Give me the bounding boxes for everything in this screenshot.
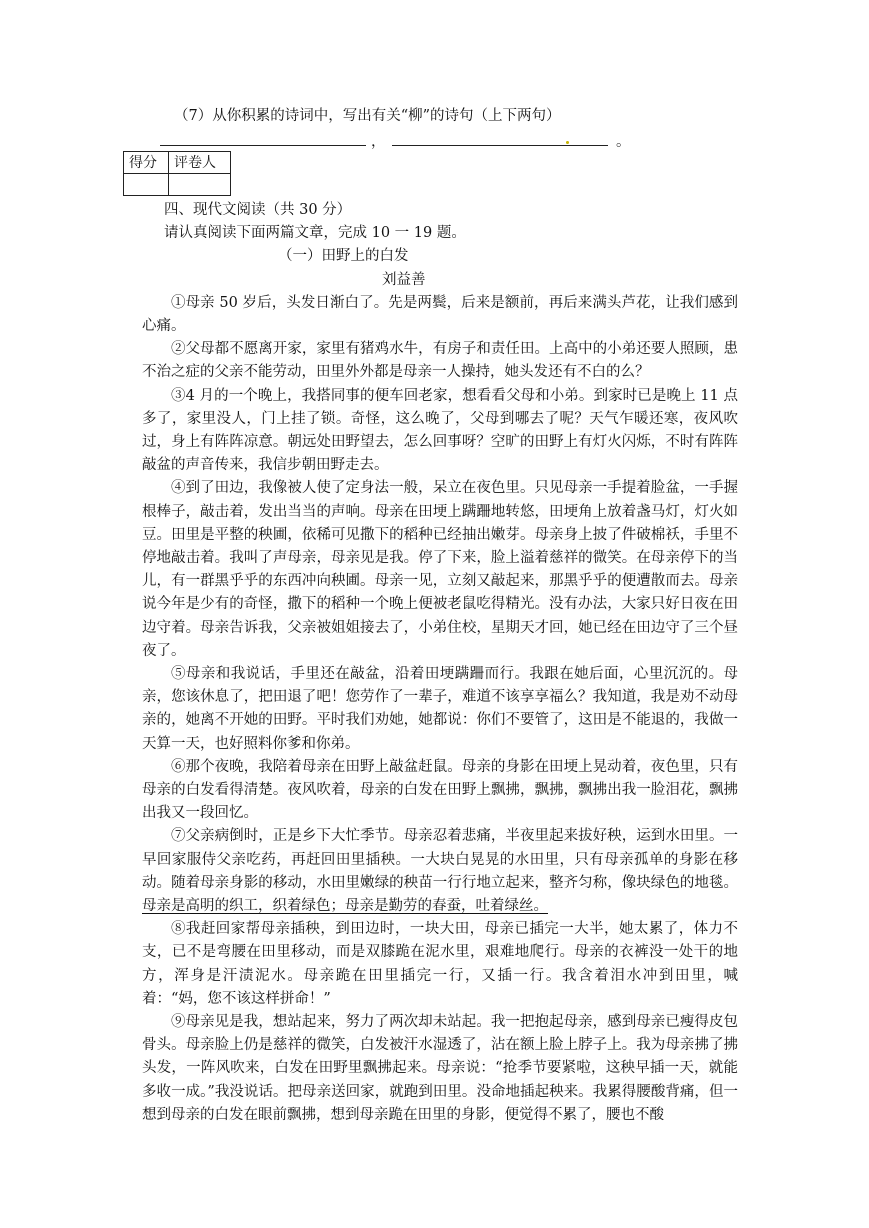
question-7: （7）从你积累的诗词中，写出有关“柳”的诗句（上下两句） <box>174 108 561 124</box>
paragraph-1: ①母亲 50 岁后，头发日渐白了。先是两鬓，后来是额前，再后来满头芦花，让我们感到心痛。 <box>142 294 738 334</box>
paragraph-6: ⑥那个夜晚，我陪着母亲在田野上敲盆赶鼠。母亲的身影在田埂上晃动着，夜色里，只有母亲的白发看得清楚。夜风吹着，母亲的白发在田野上飘拂，飘拂，飘拂出我一脸泪花，飘拂出我又一段回忆。 <box>142 758 738 822</box>
grader-cell[interactable] <box>169 174 231 196</box>
article-title: （一）田野上的白发 <box>278 248 409 265</box>
article-author: 刘益善 <box>382 271 426 288</box>
answer-blank-1[interactable] <box>160 145 366 146</box>
paragraph-8: ⑧我赶回家帮母亲插秧，到田边时，一块大田，母亲已插完一大半，她太累了，体力不支，已不是弯腰在田里移动，而是双膝跪在泥水里，艰难地爬行。母亲的衣裤没一处干的地方，浑身是汗渍泥水。母亲跪在田里插完一行，又插一行。我含着泪水冲到田里，喊着：“妈，您不该这样拼命！” <box>142 921 738 1007</box>
score-header: 得分 <box>124 152 169 174</box>
paragraph-9: ⑨母亲见是我，想站起来，努力了两次却未站起。我一把抱起母亲，感到母亲已瘦得皮包骨头。母亲脸上仍是慈祥的微笑，白发被汗水湿透了，沾在额上脸上脖子上。我为母亲拂了拂头发，一阵风吹来，白发在田野里飘拂起来。母亲说：“抢季节要紧啦，这秧早插一天，就能多收一成。”我没说话。把母亲送回家，就跑到田里。没命地插起秧来。我累得腰酸背痛，但一想到母亲的白发在眼前飘拂，想到母亲跪在田里的身影，便觉得不累了，腰也不酸 <box>142 1014 738 1123</box>
speck-mark <box>566 141 569 144</box>
paragraph-4: ④到了田边，我像被人使了定身法一般，呆立在夜色里。只见母亲一手提着脸盆，一手握根棒子，敲击着，发出当当的声响。母亲在田埂上蹒跚地转悠，田埂角上放着盏马灯，灯火如豆。田里是平整的秧圃，依稀可见撒下的稻种已经抽出嫩芽。母亲身上披了件破棉袄，手里不停地敲击着。我叫了声母亲，母亲见是我。停了下来，脸上溢着慈祥的微笑。在母亲停下的当儿，有一群黑乎乎的东西冲向秧圃。母亲一见，立刻又敲起来，那黑乎乎的便遭散而去。母亲说今年是少有的奇怪，撒下的稻种一个晚上便被老鼠吃得精光。没有办法，大家只好日夜在田边守着。母亲告诉我，父亲被姐姐接去了，小弟住校，星期天才回，她已经在田边守了三个昼夜了。 <box>142 480 738 659</box>
paragraph-7 <box>142 825 738 918</box>
answer-blank-2[interactable] <box>392 145 608 146</box>
paragraph-5: ⑤母亲和我说话，手里还在敲盆，沿着田埂蹒跚而行。我跟在她后面，心里沉沉的。母亲，您该休息了，把田退了吧！您劳作了一辈子，难道不该享享福么？我知道，我是劝不动母亲的，她离不开她的田野。平时我们劝她，她都说：你们不要管了，这田是不能退的，我做一天算一天，也好照料你爹和你弟。 <box>142 666 738 752</box>
blank-comma: ， <box>371 134 386 150</box>
blank-period: 。 <box>616 134 631 150</box>
score-cell[interactable] <box>124 174 169 196</box>
paragraph-7-text: ⑦父亲病倒时，正是乡下大忙季节。母亲忍着悲痛，半夜里起来拔好秧，运到水田里。一早回家服侍父亲吃药，再赶回田里插秧。一大块白晃晃的水田里，只有母亲孤单的身影在移动。随着母亲身影的移动，水田里嫩绿的秧苗一行行地立起来，整齐匀称，像块绿色的地毯。 <box>142 828 738 891</box>
reading-section <box>142 199 738 1127</box>
article-body <box>142 292 738 1127</box>
section-heading: 四、现代文阅读（共 30 分） <box>164 202 352 218</box>
underlined-sentence: 母亲是高明的织工，织着绿色；母亲是勤劳的春蚕，吐着绿丝。 <box>142 898 548 915</box>
paragraph-3: ③4 月的一个晚上，我搭同事的便车回老家，想看看父母和小弟。到家时已是晚上 11 点多了，家里没人，门上挂了锁。奇怪，这么晚了，父母到哪去了呢？天气乍暖还寒，夜风吹过，身上有阵阵凉意。朝远处田野望去，怎么回事呀？空旷的田野上有灯火闪烁，不时有阵阵敲盆的声音传来，我信步朝田野走去。 <box>142 387 738 474</box>
paragraph-2: ②父母都不愿离开家，家里有猪鸡水牛，有房子和责任田。上高中的小弟还要人照顾，患不治之症的父亲不能劳动，田里外外都是母亲一人操持，她头发还有不白的么？ <box>142 341 738 381</box>
answer-blanks <box>160 128 720 150</box>
grader-header: 评卷人 <box>169 152 231 174</box>
score-table <box>123 151 231 196</box>
section-instruction: 请认真阅读下面两篇文章，完成 10 一 19 题。 <box>164 225 466 242</box>
